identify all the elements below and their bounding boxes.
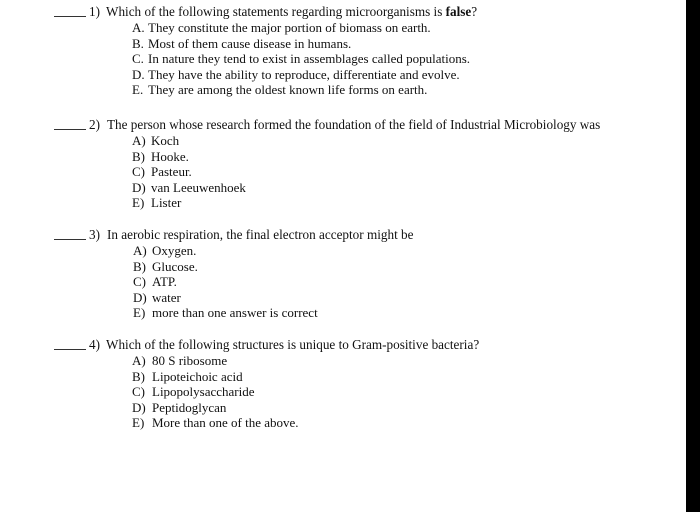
question-1 <box>0 4 680 98</box>
question-text: Which of the following statements regarding microorganisms is false? <box>106 4 478 19</box>
choice: A) Oxygen. <box>133 243 197 258</box>
choice: D) water <box>133 289 181 305</box>
question-number: 4) <box>89 337 100 352</box>
answer-blank <box>54 349 86 350</box>
choice: E) more than one answer is correct <box>133 305 318 321</box>
choice: D) Peptidoglycan <box>132 399 227 415</box>
choice-list <box>0 353 680 431</box>
question-3 <box>0 227 680 321</box>
choice: B) Hooke. <box>132 148 189 164</box>
question-number: 1) <box>89 4 100 19</box>
choice: E) More than one of the above. <box>132 415 299 431</box>
question-stem <box>0 4 680 20</box>
answer-blank <box>54 239 86 240</box>
question-number: 3) <box>89 227 100 242</box>
question-text: The person whose research formed the foundation of the field of Industrial Microbiology was <box>107 117 601 132</box>
choice-list <box>0 133 680 211</box>
question-number: 2) <box>89 117 100 132</box>
right-edge-bar <box>686 0 700 512</box>
emphasis-word: false <box>445 4 472 19</box>
choice: C) ATP. <box>133 274 177 290</box>
question-4 <box>0 337 680 431</box>
answer-blank <box>54 16 86 17</box>
choice-list <box>0 20 680 98</box>
choice: A. They constitute the major portion of biomass on earth. <box>132 20 431 35</box>
choice: C) Pasteur. <box>132 164 192 180</box>
choice: B. Most of them cause disease in humans. <box>132 35 352 51</box>
question-stem <box>0 337 680 353</box>
question-2 <box>0 117 680 211</box>
choice: C) Lipopolysaccharide <box>132 384 255 400</box>
question-stem <box>0 227 680 243</box>
choice: E. They are among the oldest known life forms on earth. <box>132 82 428 98</box>
choice: B) Glucose. <box>133 258 198 274</box>
choice: E) Lister <box>132 195 182 211</box>
question-text: In aerobic respiration, the final electron acceptor might be <box>107 227 414 242</box>
answer-blank <box>54 129 86 130</box>
choice: A) Koch <box>132 133 180 148</box>
choice-list <box>0 243 680 321</box>
choice: D) van Leeuwenhoek <box>132 179 246 195</box>
choice: B) Lipoteichoic acid <box>132 368 243 384</box>
choice: A) 80 S ribosome <box>132 353 228 368</box>
question-stem <box>0 117 680 133</box>
choice: D. They have the ability to reproduce, differentiate and evolve. <box>132 66 460 82</box>
choice: C. In nature they tend to exist in assemblages called populations. <box>132 51 471 67</box>
question-text: Which of the following structures is unique to Gram-positive bacteria? <box>106 337 480 352</box>
